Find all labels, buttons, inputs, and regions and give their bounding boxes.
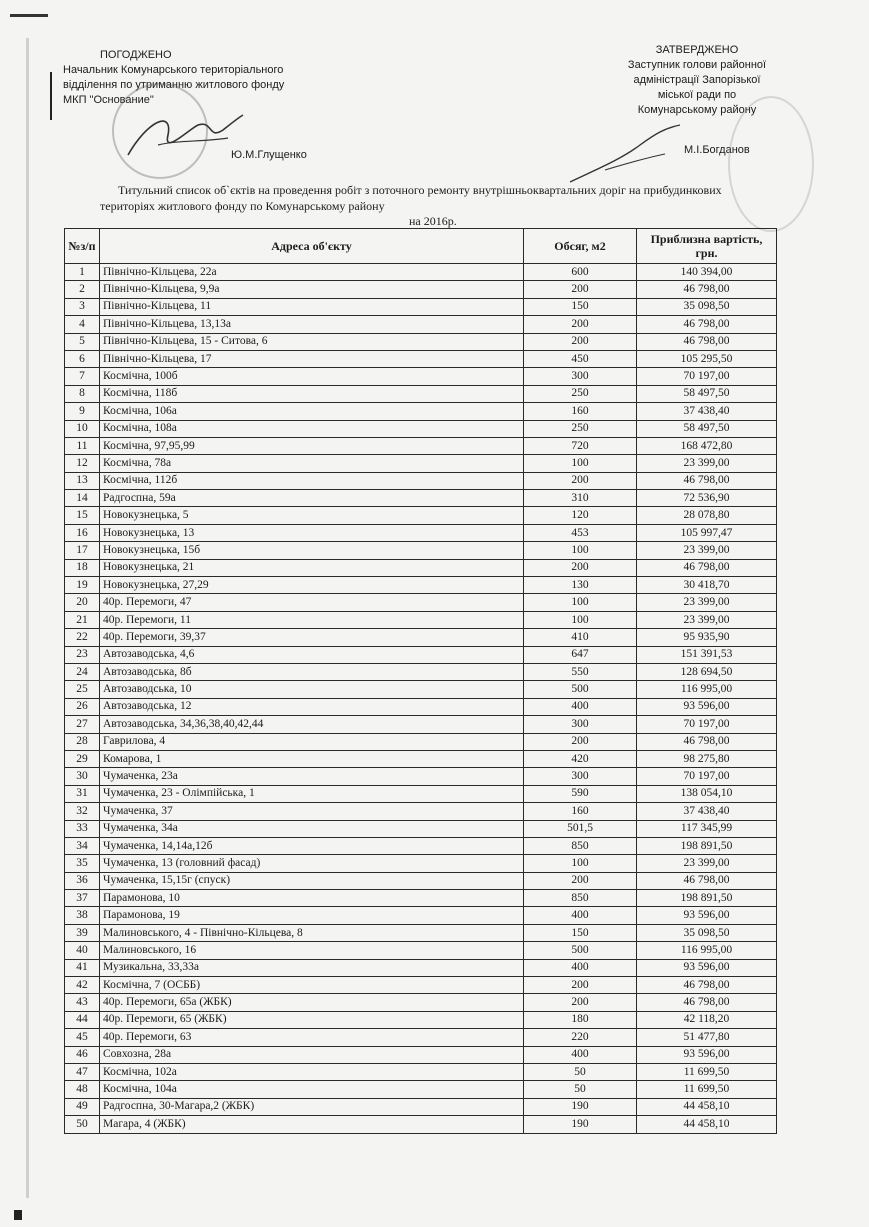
table-row	[65, 663, 777, 680]
table-row	[65, 264, 777, 281]
cell-volume: 250	[524, 385, 637, 402]
cell-address: 40р. Перемоги, 63	[100, 1029, 524, 1046]
cell-volume: 200	[524, 472, 637, 489]
cell-address: Північно-Кільцева, 22а	[100, 264, 524, 281]
table-row	[65, 716, 777, 733]
cell-num: 12	[65, 455, 100, 472]
objects-table	[64, 228, 777, 1134]
cell-address: Північно-Кільцева, 13,13а	[100, 316, 524, 333]
cell-num: 23	[65, 646, 100, 663]
table-row	[65, 629, 777, 646]
table-row	[65, 316, 777, 333]
cell-volume: 160	[524, 803, 637, 820]
table-row	[65, 837, 777, 854]
cell-num: 20	[65, 594, 100, 611]
agreed-heading: ПОГОДЖЕНО	[100, 49, 172, 61]
cell-num: 15	[65, 507, 100, 524]
cell-num: 44	[65, 1011, 100, 1028]
cell-address: Новокузнецька, 13	[100, 524, 524, 541]
cell-volume: 250	[524, 420, 637, 437]
cell-address: Новокузнецька, 15б	[100, 542, 524, 559]
cell-cost: 37 438,40	[637, 403, 777, 420]
document-year: на 2016р.	[409, 214, 457, 228]
cell-cost: 46 798,00	[637, 316, 777, 333]
cell-address: Малиновського, 16	[100, 942, 524, 959]
cell-cost: 42 118,20	[637, 1011, 777, 1028]
cell-num: 17	[65, 542, 100, 559]
cell-address: Космічна, 118б	[100, 385, 524, 402]
cell-cost: 70 197,00	[637, 768, 777, 785]
cell-volume: 200	[524, 333, 637, 350]
cell-cost: 198 891,50	[637, 837, 777, 854]
cell-address: 40р. Перемоги, 65а (ЖБК)	[100, 994, 524, 1011]
table-row	[65, 281, 777, 298]
cell-num: 42	[65, 977, 100, 994]
table-row	[65, 785, 777, 802]
cell-num: 6	[65, 350, 100, 367]
cell-volume: 500	[524, 681, 637, 698]
cell-address: Північно-Кільцева, 11	[100, 298, 524, 315]
cell-address: Парамонова, 19	[100, 907, 524, 924]
cell-address: Чумаченка, 13 (головний фасад)	[100, 855, 524, 872]
cell-num: 39	[65, 924, 100, 941]
cell-address: Автозаводська, 8б	[100, 663, 524, 680]
cell-volume: 50	[524, 1081, 637, 1098]
cell-volume: 550	[524, 663, 637, 680]
cell-address: Космічна, 112б	[100, 472, 524, 489]
cell-address: Космічна, 108а	[100, 420, 524, 437]
cell-cost: 151 391,53	[637, 646, 777, 663]
table-row	[65, 959, 777, 976]
cell-address: 40р. Перемоги, 47	[100, 594, 524, 611]
cell-num: 40	[65, 942, 100, 959]
cell-address: Північно-Кільцева, 9,9а	[100, 281, 524, 298]
cell-volume: 50	[524, 1063, 637, 1080]
table-row	[65, 420, 777, 437]
cell-address: Комарова, 1	[100, 750, 524, 767]
cell-cost: 23 399,00	[637, 855, 777, 872]
table-row	[65, 577, 777, 594]
table-row	[65, 611, 777, 628]
cell-address: 40р. Перемоги, 39,37	[100, 629, 524, 646]
cell-num: 45	[65, 1029, 100, 1046]
table-row	[65, 333, 777, 350]
cell-num: 4	[65, 316, 100, 333]
cell-cost: 116 995,00	[637, 681, 777, 698]
cell-num: 2	[65, 281, 100, 298]
cell-cost: 46 798,00	[637, 472, 777, 489]
scan-mark-top	[10, 14, 48, 17]
cell-volume: 100	[524, 855, 637, 872]
cell-address: Чумаченка, 34а	[100, 820, 524, 837]
pen-mark	[50, 72, 52, 120]
cell-address: Малиновського, 4 - Північно-Кільцева, 8	[100, 924, 524, 941]
table-row	[65, 855, 777, 872]
cell-cost: 46 798,00	[637, 333, 777, 350]
cell-volume: 150	[524, 298, 637, 315]
cell-cost: 93 596,00	[637, 1046, 777, 1063]
table-row	[65, 559, 777, 576]
cell-address: Чумаченка, 15,15г (спуск)	[100, 872, 524, 889]
cell-address: Космічна, 97,95,99	[100, 437, 524, 454]
cell-volume: 450	[524, 350, 637, 367]
cell-address: Космічна, 78а	[100, 455, 524, 472]
cell-cost: 105 295,50	[637, 350, 777, 367]
cell-address: Музикальна, 33,33а	[100, 959, 524, 976]
table-row	[65, 1081, 777, 1098]
table-row	[65, 542, 777, 559]
cell-cost: 198 891,50	[637, 890, 777, 907]
cell-volume: 200	[524, 559, 637, 576]
agreed-line: МКП "Основание"	[63, 94, 154, 106]
cell-volume: 150	[524, 924, 637, 941]
signature-right	[565, 120, 685, 190]
table-row	[65, 994, 777, 1011]
cell-cost: 51 477,80	[637, 1029, 777, 1046]
cell-volume: 220	[524, 1029, 637, 1046]
cell-num: 8	[65, 385, 100, 402]
cell-cost: 35 098,50	[637, 298, 777, 315]
cell-cost: 128 694,50	[637, 663, 777, 680]
approved-signatory: М.І.Богданов	[684, 144, 750, 156]
cell-address: Совхозна, 28а	[100, 1046, 524, 1063]
cell-num: 9	[65, 403, 100, 420]
cell-address: Космічна, 106а	[100, 403, 524, 420]
cell-num: 10	[65, 420, 100, 437]
cell-volume: 120	[524, 507, 637, 524]
cell-cost: 23 399,00	[637, 611, 777, 628]
agreed-line: відділення по утриманню житлового фонду	[63, 79, 285, 91]
cell-cost: 138 054,10	[637, 785, 777, 802]
cell-cost: 70 197,00	[637, 368, 777, 385]
cell-volume: 300	[524, 368, 637, 385]
table-row	[65, 507, 777, 524]
cell-address: Новокузнецька, 27,29	[100, 577, 524, 594]
cell-num: 47	[65, 1063, 100, 1080]
approved-line: адміністрації Запорізької	[633, 74, 761, 86]
table-row	[65, 403, 777, 420]
cell-address: Космічна, 104а	[100, 1081, 524, 1098]
table-row	[65, 646, 777, 663]
cell-cost: 44 458,10	[637, 1116, 777, 1133]
cell-num: 16	[65, 524, 100, 541]
cell-num: 49	[65, 1098, 100, 1115]
table-row	[65, 924, 777, 941]
scan-mark-corner	[14, 1210, 22, 1220]
table-row	[65, 872, 777, 889]
cell-num: 43	[65, 994, 100, 1011]
cell-volume: 100	[524, 542, 637, 559]
header-num: №з/п	[65, 229, 100, 264]
cell-num: 35	[65, 855, 100, 872]
table-row	[65, 524, 777, 541]
cell-address: 40р. Перемоги, 11	[100, 611, 524, 628]
cell-cost: 46 798,00	[637, 872, 777, 889]
table-row	[65, 368, 777, 385]
header-address: Адреса об'єкту	[100, 229, 524, 264]
cell-num: 48	[65, 1081, 100, 1098]
cell-cost: 46 798,00	[637, 559, 777, 576]
table-row	[65, 437, 777, 454]
cell-num: 7	[65, 368, 100, 385]
official-stamp-right	[728, 96, 814, 232]
cell-num: 18	[65, 559, 100, 576]
cell-address: Новокузнецька, 21	[100, 559, 524, 576]
cell-cost: 23 399,00	[637, 542, 777, 559]
cell-volume: 180	[524, 1011, 637, 1028]
cell-address: Гаврилова, 4	[100, 733, 524, 750]
cell-address: Чумаченка, 14,14а,12б	[100, 837, 524, 854]
cell-volume: 100	[524, 611, 637, 628]
cell-cost: 37 438,40	[637, 803, 777, 820]
cell-volume: 160	[524, 403, 637, 420]
cell-address: Північно-Кільцева, 15 - Ситова, 6	[100, 333, 524, 350]
cell-cost: 98 275,80	[637, 750, 777, 767]
cell-address: Космічна, 102а	[100, 1063, 524, 1080]
cell-num: 22	[65, 629, 100, 646]
cell-cost: 35 098,50	[637, 924, 777, 941]
cell-cost: 95 935,90	[637, 629, 777, 646]
cell-num: 19	[65, 577, 100, 594]
cell-address: Автозаводська, 34,36,38,40,42,44	[100, 716, 524, 733]
cell-num: 46	[65, 1046, 100, 1063]
cell-volume: 190	[524, 1116, 637, 1133]
cell-num: 38	[65, 907, 100, 924]
cell-address: Автозаводська, 4,6	[100, 646, 524, 663]
table-row	[65, 733, 777, 750]
cell-address: Радгоспна, 59а	[100, 490, 524, 507]
cell-cost: 23 399,00	[637, 455, 777, 472]
cell-cost: 93 596,00	[637, 959, 777, 976]
cell-num: 3	[65, 298, 100, 315]
cell-num: 32	[65, 803, 100, 820]
cell-num: 25	[65, 681, 100, 698]
cell-num: 21	[65, 611, 100, 628]
cell-num: 1	[65, 264, 100, 281]
cell-cost: 93 596,00	[637, 907, 777, 924]
cell-volume: 500	[524, 942, 637, 959]
cell-volume: 300	[524, 716, 637, 733]
table-row	[65, 942, 777, 959]
cell-cost: 116 995,00	[637, 942, 777, 959]
cell-volume: 647	[524, 646, 637, 663]
cell-address: Чумаченка, 23 - Олімпійська, 1	[100, 785, 524, 802]
table-row	[65, 298, 777, 315]
cell-volume: 400	[524, 959, 637, 976]
cell-num: 26	[65, 698, 100, 715]
cell-cost: 105 997,47	[637, 524, 777, 541]
cell-cost: 30 418,70	[637, 577, 777, 594]
cell-num: 11	[65, 437, 100, 454]
cell-address: Автозаводська, 12	[100, 698, 524, 715]
cell-cost: 140 394,00	[637, 264, 777, 281]
cell-volume: 590	[524, 785, 637, 802]
approved-line: міської ради по	[657, 89, 737, 101]
cell-volume: 100	[524, 455, 637, 472]
cell-address: Парамонова, 10	[100, 890, 524, 907]
header-volume: Обсяг, м2	[524, 229, 637, 264]
table-row	[65, 820, 777, 837]
cell-cost: 168 472,80	[637, 437, 777, 454]
table-row	[65, 472, 777, 489]
cell-volume: 400	[524, 907, 637, 924]
cell-volume: 501,5	[524, 820, 637, 837]
cell-address: Північно-Кільцева, 17	[100, 350, 524, 367]
table-row	[65, 1098, 777, 1115]
table-header-row	[65, 229, 777, 264]
cell-volume: 310	[524, 490, 637, 507]
cell-num: 5	[65, 333, 100, 350]
table-row	[65, 977, 777, 994]
table-row	[65, 803, 777, 820]
cell-cost: 72 536,90	[637, 490, 777, 507]
cell-num: 13	[65, 472, 100, 489]
table-row	[65, 455, 777, 472]
cell-cost: 93 596,00	[637, 698, 777, 715]
approved-heading: ЗАТВЕРДЖЕНО	[655, 44, 739, 56]
cell-volume: 400	[524, 1046, 637, 1063]
cell-volume: 850	[524, 890, 637, 907]
cell-address: Чумаченка, 37	[100, 803, 524, 820]
cell-volume: 453	[524, 524, 637, 541]
cell-cost: 46 798,00	[637, 994, 777, 1011]
table-row	[65, 1011, 777, 1028]
table-row	[65, 1116, 777, 1133]
cell-cost: 44 458,10	[637, 1098, 777, 1115]
cell-address: Новокузнецька, 5	[100, 507, 524, 524]
table-row	[65, 1063, 777, 1080]
approved-line: Комунарському району	[637, 104, 757, 116]
table-row	[65, 698, 777, 715]
cell-num: 41	[65, 959, 100, 976]
cell-num: 34	[65, 837, 100, 854]
table-row	[65, 594, 777, 611]
cell-num: 27	[65, 716, 100, 733]
cell-volume: 300	[524, 768, 637, 785]
cell-cost: 58 497,50	[637, 420, 777, 437]
cell-num: 31	[65, 785, 100, 802]
header-cost: Приблизна вартість, грн.	[637, 229, 777, 264]
cell-volume: 130	[524, 577, 637, 594]
cell-num: 28	[65, 733, 100, 750]
cell-num: 30	[65, 768, 100, 785]
cell-volume: 400	[524, 698, 637, 715]
cell-address: Магара, 4 (ЖБК)	[100, 1116, 524, 1133]
cell-address: 40р. Перемоги, 65 (ЖБК)	[100, 1011, 524, 1028]
document-title: Титульний список об`єктів на проведення робіт з поточного ремонту внутрішньоквартальних доріг на прибудинкових територіях житлового фонду по Комунарському району	[100, 183, 722, 213]
cell-volume: 410	[524, 629, 637, 646]
cell-cost: 23 399,00	[637, 594, 777, 611]
cell-address: Чумаченка, 23а	[100, 768, 524, 785]
agreed-line: Начальник Комунарського територіального	[63, 64, 284, 76]
cell-volume: 600	[524, 264, 637, 281]
cell-num: 37	[65, 890, 100, 907]
table-row	[65, 768, 777, 785]
cell-num: 36	[65, 872, 100, 889]
table-row	[65, 907, 777, 924]
table-row	[65, 890, 777, 907]
cell-cost: 46 798,00	[637, 281, 777, 298]
cell-volume: 850	[524, 837, 637, 854]
table-row	[65, 350, 777, 367]
cell-volume: 200	[524, 316, 637, 333]
cell-cost: 46 798,00	[637, 977, 777, 994]
table-row	[65, 385, 777, 402]
table-row	[65, 750, 777, 767]
cell-cost: 46 798,00	[637, 733, 777, 750]
cell-address: Автозаводська, 10	[100, 681, 524, 698]
agreed-signatory: Ю.М.Глущенко	[231, 149, 307, 161]
cell-cost: 58 497,50	[637, 385, 777, 402]
table-row	[65, 1046, 777, 1063]
table-row	[65, 490, 777, 507]
cell-num: 33	[65, 820, 100, 837]
cell-num: 29	[65, 750, 100, 767]
cell-volume: 100	[524, 594, 637, 611]
cell-volume: 200	[524, 977, 637, 994]
cell-address: Космічна, 100б	[100, 368, 524, 385]
cell-cost: 70 197,00	[637, 716, 777, 733]
cell-volume: 190	[524, 1098, 637, 1115]
cell-volume: 200	[524, 994, 637, 1011]
cell-address: Радгоспна, 30-Магара,2 (ЖБК)	[100, 1098, 524, 1115]
table-row	[65, 1029, 777, 1046]
approved-line: Заступник голови районної	[627, 59, 767, 71]
cell-cost: 28 078,80	[637, 507, 777, 524]
cell-cost: 11 699,50	[637, 1081, 777, 1098]
scan-edge	[26, 38, 29, 1198]
cell-volume: 200	[524, 733, 637, 750]
cell-num: 14	[65, 490, 100, 507]
signature-left	[118, 100, 248, 170]
cell-volume: 200	[524, 281, 637, 298]
cell-cost: 117 345,99	[637, 820, 777, 837]
cell-num: 24	[65, 663, 100, 680]
cell-volume: 420	[524, 750, 637, 767]
table-body	[65, 264, 777, 1134]
table-row	[65, 681, 777, 698]
cell-volume: 720	[524, 437, 637, 454]
cell-num: 50	[65, 1116, 100, 1133]
cell-cost: 11 699,50	[637, 1063, 777, 1080]
cell-volume: 200	[524, 872, 637, 889]
cell-address: Космічна, 7 (ОСББ)	[100, 977, 524, 994]
